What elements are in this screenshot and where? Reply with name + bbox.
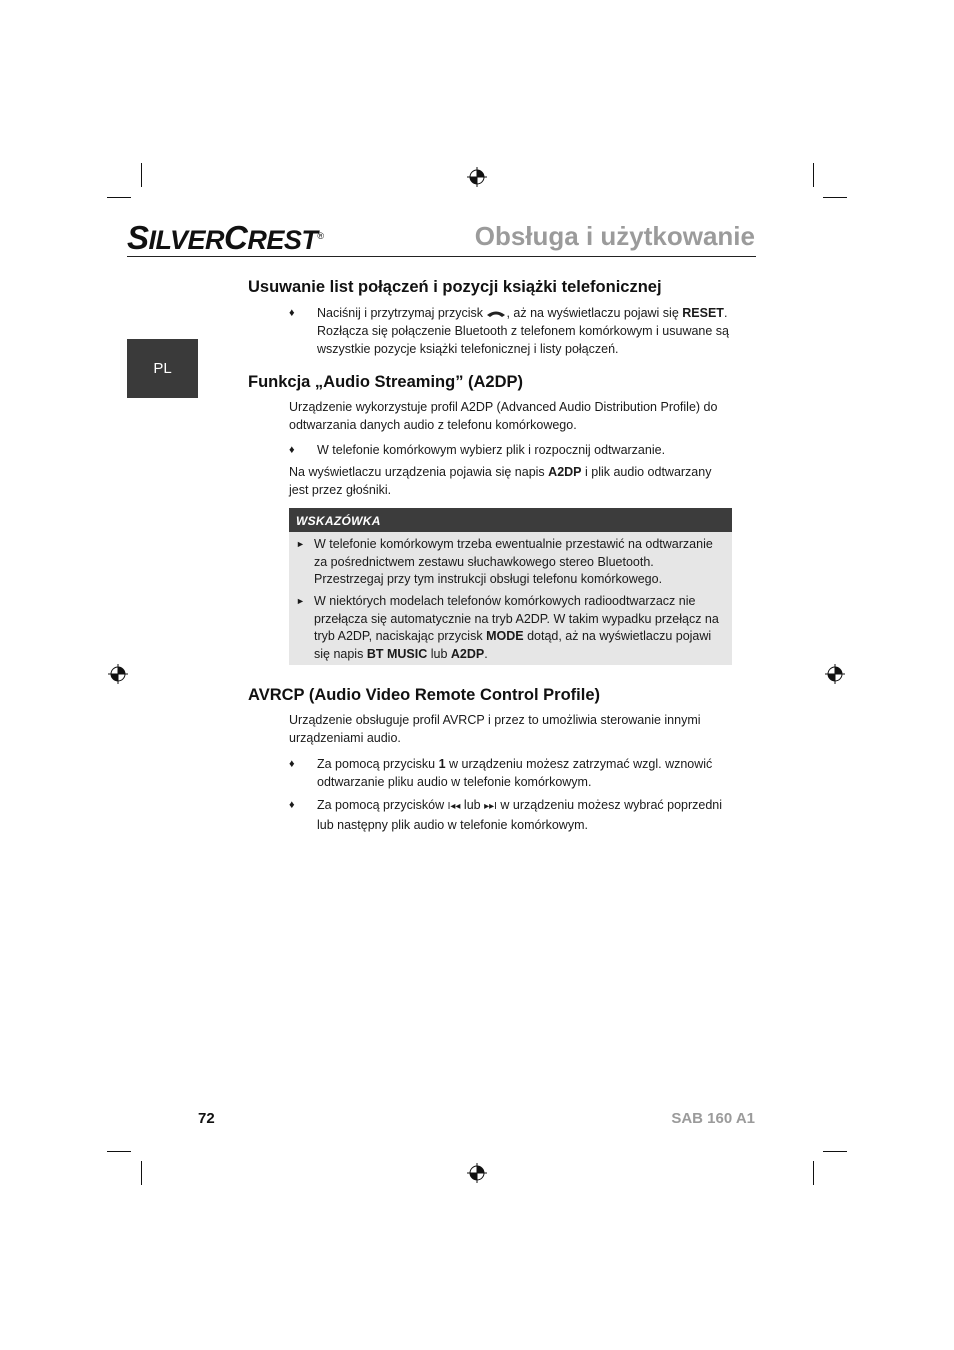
note-item: ► W telefonie komórkowym trzeba ewentualnie przestawić na odtwarzanie za pośrednictwem zestawu słuchawkowego stereo Bluetooth. Przestrzegaj przy tym instrukcji obsługi telefonu komórkowego. bbox=[296, 537, 713, 586]
crop-mark bbox=[813, 163, 814, 187]
previous-track-icon: I◂◂ bbox=[447, 801, 461, 812]
crop-mark bbox=[107, 1151, 131, 1152]
header-divider bbox=[127, 256, 756, 257]
section-heading-delete-lists: Usuwanie list połączeń i pozycji książki telefonicznej bbox=[248, 278, 662, 296]
note-item: ► W niektórych modelach telefonów komórkowych radioodtwarzacz nie przełącza się automatycznie na tryb A2DP. W takim wypadku przełącz na tryb A2DP, naciskając przycisk MODE dotąd, aż na wyświetlaczu pojawi się napis BT MUSIC lub A2DP. bbox=[296, 594, 719, 661]
list-item: ♦ W telefonie komórkowym wybierz plik i rozpocznij odtwarzanie. bbox=[289, 443, 666, 457]
brand-logo: SILVERCREST® bbox=[127, 219, 324, 256]
section-heading-avrcp: AVRCP (Audio Video Remote Control Profile) bbox=[248, 686, 601, 704]
list-item: ♦ Naciśnij i przytrzymaj przycisk , aż na wyświetlaczu pojawi się RESET. Rozłącza się połączenie Bluetooth z telefonem komórkowym i usuwane są wszystkie pozycje książki telefonicznej i listy połączeń. bbox=[289, 306, 730, 356]
next-track-icon: ▸▸I bbox=[484, 801, 497, 812]
paragraph: Urządzenie wykorzystuje profil A2DP (Advanced Audio Distribution Profile) do odtwarzania danych audio z telefonu komórkowego. bbox=[289, 400, 718, 432]
registration-mark-icon bbox=[467, 1163, 487, 1183]
diamond-bullet-icon: ♦ bbox=[289, 307, 295, 319]
diamond-bullet-icon: ♦ bbox=[289, 444, 295, 456]
note-heading: WSKAZÓWKA bbox=[289, 508, 732, 532]
note-box bbox=[289, 508, 732, 665]
model-number: SAB 160 A1 bbox=[671, 1110, 755, 1127]
crop-mark bbox=[813, 1161, 814, 1185]
diamond-bullet-icon: ♦ bbox=[289, 758, 295, 770]
registration-mark-icon bbox=[108, 664, 128, 684]
arrow-bullet-icon: ► bbox=[296, 539, 305, 549]
paragraph: Na wyświetlaczu urządzenia pojawia się napis A2DP i plik audio odtwarzany jest przez głośniki. bbox=[289, 465, 712, 497]
diamond-bullet-icon: ♦ bbox=[289, 799, 295, 811]
page-number: 72 bbox=[198, 1110, 215, 1127]
page-title: Obsługa i użytkowanie bbox=[474, 221, 755, 251]
crop-mark bbox=[823, 1151, 847, 1152]
section-heading-audio-streaming: Funkcja „Audio Streaming” (A2DP) bbox=[248, 373, 524, 391]
registration-mark-icon bbox=[825, 664, 845, 684]
crop-mark bbox=[141, 163, 142, 187]
registration-mark-icon bbox=[467, 167, 487, 187]
arrow-bullet-icon: ► bbox=[296, 596, 305, 606]
crop-mark bbox=[107, 197, 131, 198]
crop-mark bbox=[823, 197, 847, 198]
paragraph: Urządzenie obsługuje profil AVRCP i przez to umożliwia sterowanie innymi urządzeniami audio. bbox=[289, 713, 701, 745]
language-tab: PL bbox=[127, 339, 198, 398]
phone-hangup-icon bbox=[486, 309, 506, 319]
list-item: ♦ Za pomocą przycisków I◂◂ lub ▸▸I w urządzeniu możesz wybrać poprzedni lub następny plik audio w telefonie komórkowym. bbox=[289, 798, 723, 832]
list-item: ♦ Za pomocą przycisku 1 w urządzeniu możesz zatrzymać wzgl. wznowić odtwarzanie pliku audio w telefonie komórkowym. bbox=[289, 757, 713, 789]
crop-mark bbox=[141, 1161, 142, 1185]
